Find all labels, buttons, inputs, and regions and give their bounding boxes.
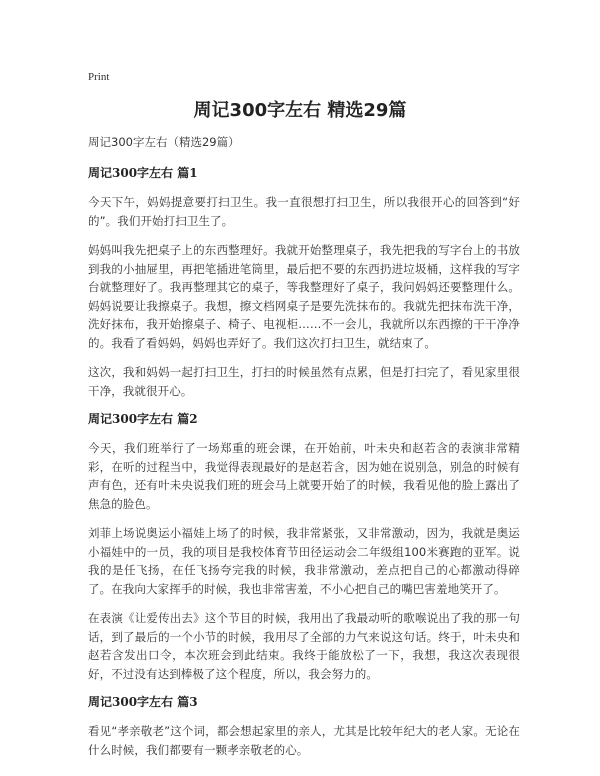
paragraph: 妈妈叫我先把桌子上的东西整理好。我就开始整理桌子，我先把我的写字台上的书放到我的小抽屉里，再把笔插进笔筒里，最后把不要的东西扔进垃圾桶，这样我的写字台就整理好了。我再整理其它的桌子，等我整理好了桌子，我问妈妈还要整理什么。妈妈说要让我擦桌子。我想，擦文档网桌子是要先洗抹布的。我就先把抹布洗干净，洗好抹布，我开始擦桌子、椅子、电视柜……不一会儿，我就所以东西擦的干干净净的。我看了看妈妈，妈妈也弄好了。我们这次打扫卫生，就结束了。 [88,243,520,350]
paragraph: 在表演《让爱传出去》这个节目的时候，我用出了我最动听的歌喉说出了我的那一句话，到了最后的一个小节的时候，我用尽了全部的力气来说这句话。终于，叶未央和赵若含发出口令，本次班会到此结束。我终于能放松了一下，我想，我这次表现很好，不过没有达到棒极了这个程度，所以，我会努力的。 [88,611,520,681]
document-subtitle: 周记300字左右（精选29篇） [88,135,240,149]
paragraph: 今天下午，妈妈提意要打扫卫生。我一直很想打扫卫生，所以我很开心的回答到“好的”。我们开始打扫卫生了。 [88,195,520,228]
section-heading: 周记300字左右 篇1 [88,166,198,180]
page-title: 周记300字左右 精选29篇 [193,100,407,121]
section-heading: 周记300字左右 篇2 [88,412,198,426]
paragraph: 看见“孝亲敬老”这个词，都会想起家里的亲人，尤其是比较年纪大的老人家。无论在什么时候，我们都要有一颗孝亲敬老的心。 [88,724,520,757]
section [88,694,520,759]
paragraph: 刘菲上场说奥运小福娃上场了的时候，我非常紧张，又非常激动，因为，我就是奥运小福娃中的一员，我的项目是我校体育节田径运动会二年级组100米赛跑的亚军。说我的是任飞扬，在任飞扬夸完我的时候，我非常激动，差点把自己的心都激动得碎了。在我向大家挥手的时候，我也非常害羞，不小心把自己的嘴巴害羞地笑开了。 [88,526,520,596]
print-link[interactable]: Print [88,71,110,83]
section [88,411,520,683]
paragraph: 今天，我们班举行了一场郑重的班会课，在开始前，叶未央和赵若含的表演非常精彩，在听的过程当中，我觉得表现最好的是赵若含，因为她在说别急，别急的时候有声有色，还有叶未央说我们班的班会马上就要开始了的时候，我看见他的脸上露出了焦急的脸色。 [88,441,520,511]
document-body [88,134,520,770]
section [88,165,520,400]
section-heading: 周记300字左右 篇3 [88,695,198,709]
paragraph: 这次，我和妈妈一起打扫卫生，打扫的时候虽然有点累，但是打扫完了，看见家里很干净，我就很开心。 [88,365,520,398]
